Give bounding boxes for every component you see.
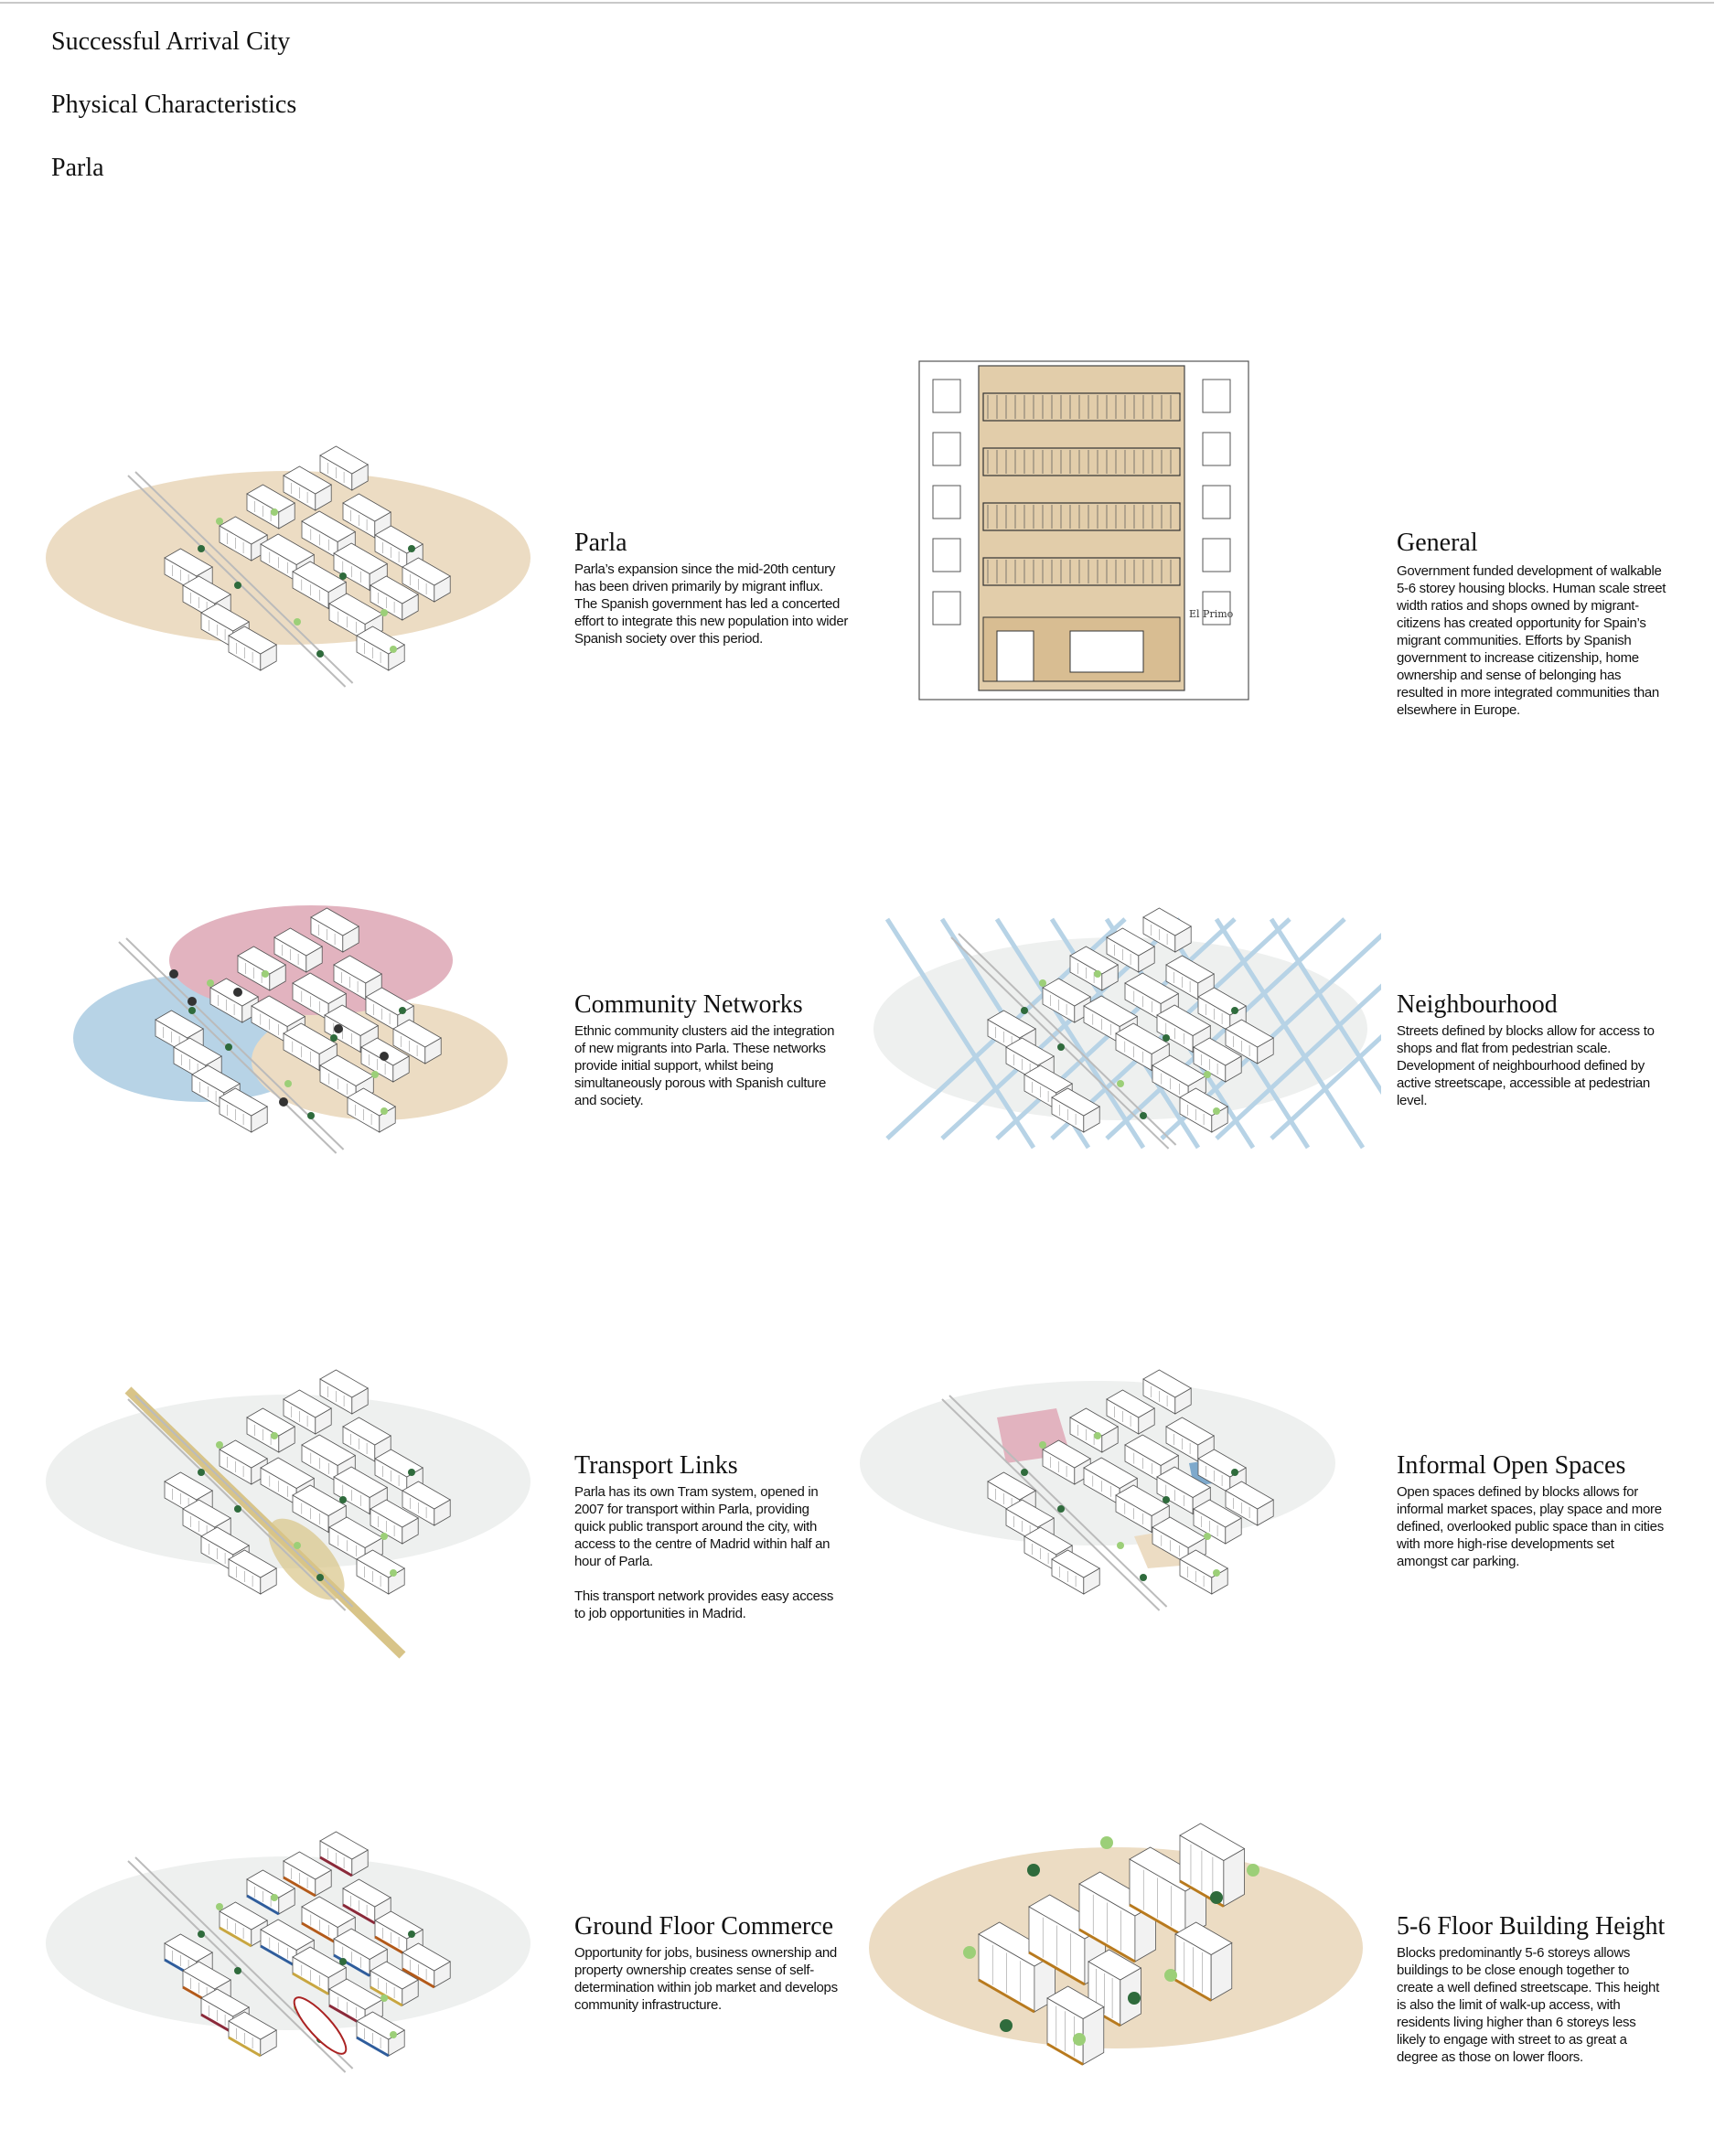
tree: [1021, 1007, 1028, 1014]
section-paragraph: Ethnic community clusters aid the integration of new migrants into Parla. These networks provide initial support, whilst being simultaneously porous with Spanish culture and society.: [574, 1023, 835, 1108]
tree: [408, 1469, 415, 1476]
diagram-neighbourhood: [869, 892, 1381, 1212]
page-subtitle: Physical Characteristics: [51, 91, 297, 119]
tree: [262, 970, 269, 978]
tree: [408, 1930, 415, 1938]
sketch-general: [910, 343, 1258, 709]
section-title: Community Networks: [574, 990, 803, 1019]
section-title: Neighbourhood: [1397, 990, 1558, 1019]
tree: [1213, 1107, 1220, 1115]
section-body: [1397, 1483, 1666, 1588]
tree: [1073, 2033, 1086, 2046]
section-title: Transport Links: [574, 1451, 738, 1480]
tree: [1021, 1469, 1028, 1476]
diagram-svg: [860, 1353, 1372, 1674]
tree: [233, 988, 242, 997]
tree: [216, 1441, 223, 1449]
tree: [1057, 1043, 1065, 1051]
tree: [198, 1469, 205, 1476]
tree: [1204, 1533, 1211, 1540]
diagram-svg: [46, 1353, 558, 1674]
diagram-svg: [869, 892, 1381, 1212]
section-title: General: [1397, 529, 1478, 557]
location-label: Parla: [51, 154, 104, 182]
page-title: Successful Arrival City: [51, 27, 291, 56]
housing-block: [220, 1088, 267, 1132]
tree: [1039, 1441, 1046, 1449]
tree: [225, 1043, 232, 1051]
tree: [963, 1946, 976, 1959]
diagram-building-height: [869, 1815, 1381, 2090]
tree: [169, 969, 178, 979]
section-paragraph: Blocks predominantly 5-6 storeys allows buildings to be close enough together to create a well defined streetscape. This height is also the limit of walk-up access, with residents living higher than 6 storeys less likely to engage with street to as great a degree as those on lower floors.: [1397, 1945, 1659, 2065]
tree: [1231, 1007, 1238, 1014]
tree: [1140, 1574, 1147, 1581]
tree: [1094, 1432, 1101, 1439]
tree: [1039, 979, 1046, 987]
tree: [284, 1080, 292, 1087]
tree: [1000, 2019, 1013, 2032]
tree: [216, 1903, 223, 1910]
tree: [390, 1569, 397, 1577]
tree: [1231, 1469, 1238, 1476]
tree: [1163, 1496, 1170, 1503]
housing-block: [1052, 1550, 1099, 1594]
section-body: [574, 1022, 840, 1127]
tree: [271, 1894, 278, 1901]
tree: [1164, 1969, 1177, 1982]
tree: [1094, 970, 1101, 978]
diagram-ground-floor-commerce: [46, 1815, 558, 2135]
diagram-svg: [46, 430, 558, 750]
tree: [316, 650, 324, 658]
section-title: Parla: [574, 529, 627, 557]
tree: [294, 1542, 301, 1549]
section-paragraph: Streets defined by blocks allow for access to shops and flat from pedestrian scale. Development of neighbourhood defined by active streetscape, accessible at pedestrian level.: [1397, 1023, 1655, 1108]
section-paragraph: Government funded development of walkable 5-6 storey housing blocks. Human scale street width ratios and shops owned by migrant-citizens has created opportunity for Spain’s migrant communities. Efforts by Spanish government to increase citizenship, home ownership and sense of belonging has resulted in more integrated communities than elsewhere in Europe.: [1397, 563, 1666, 718]
tree: [339, 1496, 347, 1503]
tree: [1163, 1034, 1170, 1042]
tree: [234, 1505, 241, 1513]
tree: [380, 1995, 388, 2002]
diagram-transport-links: [46, 1353, 558, 1674]
tree: [234, 582, 241, 589]
tree: [380, 609, 388, 616]
diagram-svg: [46, 892, 558, 1212]
top-rule: [0, 2, 1714, 4]
section-paragraph: This transport network provides easy access to job opportunities in Madrid.: [574, 1588, 834, 1621]
diagram-svg: [869, 1815, 1381, 2090]
tree: [271, 508, 278, 516]
tree: [307, 1112, 315, 1119]
tree: [294, 618, 301, 626]
tree: [1204, 1071, 1211, 1078]
tree: [1117, 1080, 1124, 1087]
tree: [198, 1930, 205, 1938]
tree: [371, 1071, 379, 1078]
tree: [380, 1052, 389, 1061]
building-facade: [919, 361, 1248, 700]
tree: [1128, 1992, 1141, 2005]
tree: [207, 979, 214, 987]
section-body: [1397, 1022, 1666, 1127]
tree: [1100, 1836, 1113, 1849]
section-title: Informal Open Spaces: [1397, 1451, 1626, 1480]
tree: [380, 1533, 388, 1540]
section-paragraph: Parla has its own Tram system, opened in 2007 for transport within Parla, providing quick public transport around the city, with access to the centre of Madrid within half an hour of Parla.: [574, 1484, 830, 1569]
section-title: 5-6 Floor Building Height: [1397, 1912, 1666, 1941]
diagram-parla: [46, 430, 558, 750]
tree: [380, 1107, 388, 1115]
shop-sign: El Primo: [1189, 608, 1234, 620]
section-body: [574, 1944, 841, 2031]
tree: [1057, 1505, 1065, 1513]
tree: [1213, 1569, 1220, 1577]
tree: [1210, 1891, 1223, 1904]
tree: [390, 2031, 397, 2038]
tree: [271, 1432, 278, 1439]
section-title: Ground Floor Commerce: [574, 1912, 834, 1941]
diagram-svg: [46, 1815, 558, 2135]
tree: [198, 545, 205, 552]
tree: [279, 1097, 288, 1107]
tree: [390, 646, 397, 653]
section-paragraph: Open spaces defined by blocks allows for informal market spaces, play space and more defined, overlooked public space than in cities with more high-rise developments set amongst car parking.: [1397, 1484, 1664, 1569]
tree: [339, 572, 347, 580]
tree: [188, 1007, 196, 1014]
housing-block: [1180, 1550, 1227, 1594]
diagram-informal-open-spaces: [860, 1353, 1372, 1674]
section-body: [574, 561, 849, 665]
tree: [330, 1034, 338, 1042]
tree: [216, 518, 223, 525]
section-paragraph: Opportunity for jobs, business ownership and property ownership creates sense of self-determination within job market and develops community infrastructure.: [574, 1945, 838, 2013]
tree: [339, 1958, 347, 1965]
tree: [399, 1007, 406, 1014]
tree: [1117, 1542, 1124, 1549]
tree: [188, 997, 197, 1006]
tree: [334, 1024, 343, 1033]
tree: [408, 545, 415, 552]
tree: [316, 1574, 324, 1581]
section-body: [574, 1483, 841, 1640]
tree: [1247, 1864, 1259, 1877]
tree: [1027, 1864, 1040, 1877]
section-paragraph: Parla’s expansion since the mid-20th century has been driven primarily by migrant influx. The Spanish government has led a concerted effort to integrate this new population into wider Spanish society over this period.: [574, 561, 849, 647]
section-body: [1397, 562, 1666, 736]
diagram-community-networks: [46, 892, 558, 1212]
tree: [1140, 1112, 1147, 1119]
section-body: [1397, 1944, 1666, 2083]
tree: [234, 1967, 241, 1974]
diagram-svg: [910, 343, 1258, 709]
